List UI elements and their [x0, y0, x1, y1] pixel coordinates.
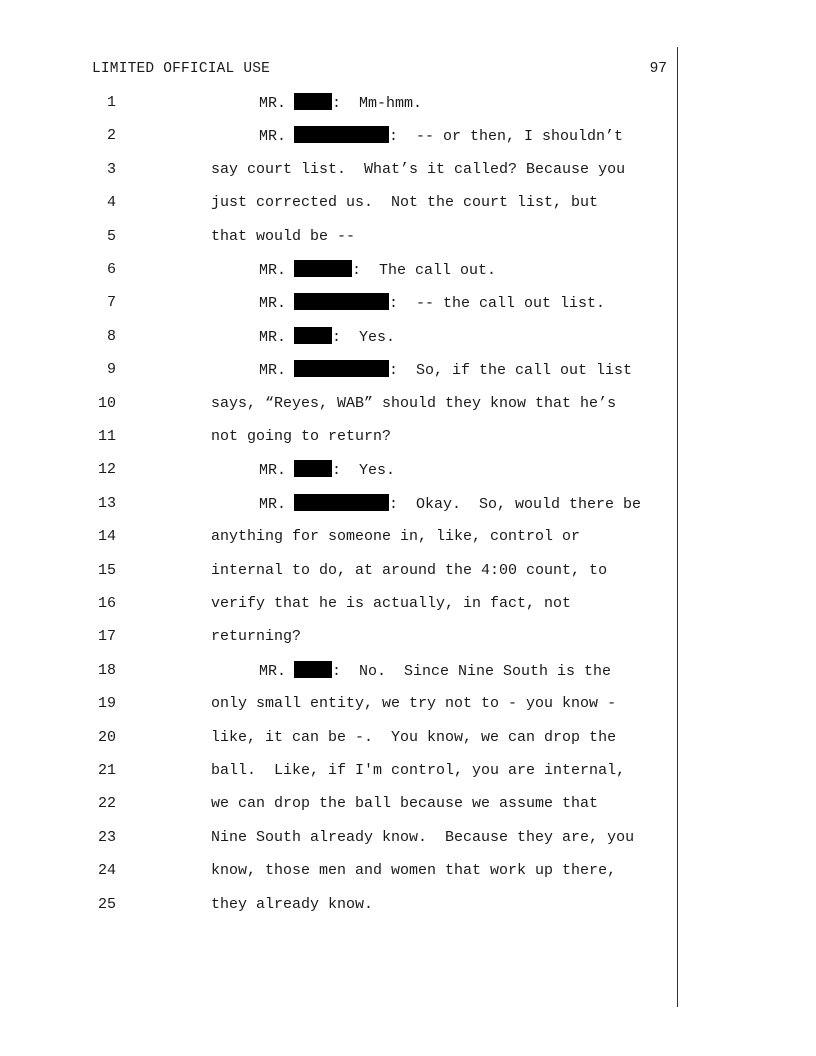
transcript-line: [0, 494, 816, 514]
line-number: 1: [106, 94, 116, 111]
transcript-line: [0, 527, 816, 547]
redaction-box: [294, 93, 332, 110]
transcript-line: [0, 460, 816, 480]
line-number: 15: [97, 562, 116, 579]
transcript-line: [0, 260, 816, 280]
line-number: 20: [97, 729, 116, 746]
speaker-line: [259, 260, 496, 281]
transcript-line: [0, 561, 816, 581]
spoken-text: : The call out.: [352, 262, 497, 279]
line-text: [211, 728, 616, 748]
line-number: 18: [97, 662, 116, 679]
speaker-line: [259, 661, 611, 682]
speaker-title: MR.: [259, 362, 287, 379]
transcript-line: [0, 661, 816, 681]
line-number: 9: [106, 361, 116, 378]
line-number: 10: [97, 395, 116, 412]
transcript-line: [0, 627, 816, 647]
transcript-line: [0, 126, 816, 146]
transcript-line: [0, 694, 816, 714]
line-text: [211, 828, 634, 848]
line-number: 12: [97, 461, 116, 478]
line-number: 3: [106, 161, 116, 178]
spoken-text: say court list. What’s it called? Because you: [211, 161, 626, 178]
line-text: [211, 227, 355, 247]
line-number: 2: [106, 127, 116, 144]
transcript-line: [0, 293, 816, 313]
spoken-text: they already know.: [211, 896, 374, 913]
redaction-box: [294, 327, 332, 344]
line-number: 16: [97, 595, 116, 612]
line-text: [211, 861, 616, 881]
spoken-text: verify that he is actually, in fact, not: [211, 595, 572, 612]
line-text: [211, 160, 625, 180]
line-text: [211, 561, 607, 581]
speaker-line: [259, 93, 422, 114]
speaker-title: MR.: [259, 329, 287, 346]
line-text: [211, 427, 391, 447]
line-number: 23: [97, 829, 116, 846]
spoken-text: : Yes.: [332, 462, 396, 479]
transcript-line: [0, 828, 816, 848]
spoken-text: returning?: [211, 628, 302, 645]
redaction-box: [294, 126, 389, 143]
speaker-title: MR.: [259, 295, 287, 312]
line-text: [211, 627, 301, 647]
speaker-title: MR.: [259, 95, 287, 112]
speaker-line: [259, 494, 641, 515]
redaction-box: [294, 661, 332, 678]
speaker-title: MR.: [259, 262, 287, 279]
line-number: 8: [106, 328, 116, 345]
speaker-line: [259, 327, 395, 348]
spoken-text: : -- or then, I shouldn’t: [389, 128, 624, 145]
spoken-text: internal to do, at around the 4:00 count, to: [211, 562, 608, 579]
transcript-line: [0, 394, 816, 414]
line-text: [211, 694, 616, 714]
spoken-text: : No. Since Nine South is the: [332, 663, 612, 680]
line-number: 7: [106, 294, 116, 311]
line-number: 17: [97, 628, 116, 645]
transcript-line: [0, 761, 816, 781]
redaction-box: [294, 460, 332, 477]
line-text: [211, 394, 616, 414]
line-number: 21: [97, 762, 116, 779]
spoken-text: like, it can be -. You know, we can drop the: [211, 729, 617, 746]
transcript-line: [0, 895, 816, 915]
redaction-box: [294, 260, 352, 277]
line-text: [211, 527, 580, 547]
transcript-line: [0, 93, 816, 113]
spoken-text: anything for someone in, like, control or: [211, 528, 581, 545]
classification-header: LIMITED OFFICIAL USE: [92, 61, 271, 77]
spoken-text: that would be --: [211, 228, 356, 245]
spoken-text: not going to return?: [211, 428, 392, 445]
line-number: 5: [106, 228, 116, 245]
line-text: [211, 895, 373, 915]
speaker-title: MR.: [259, 496, 287, 513]
transcript-line: [0, 360, 816, 380]
redaction-box: [294, 360, 389, 377]
line-number: 6: [106, 261, 116, 278]
spoken-text: says, “Reyes, WAB” should they know that he’s: [211, 395, 617, 412]
speaker-title: MR.: [259, 462, 287, 479]
line-text: [211, 794, 598, 814]
transcript-line: [0, 160, 816, 180]
speaker-line: [259, 360, 632, 381]
spoken-text: we can drop the ball because we assume that: [211, 795, 599, 812]
line-number: 24: [97, 862, 116, 879]
line-number: 11: [97, 428, 116, 445]
spoken-text: Nine South already know. Because they are, you: [211, 829, 635, 846]
spoken-text: ball. Like, if I'm control, you are internal,: [211, 762, 626, 779]
line-text: [211, 193, 598, 213]
spoken-text: : Mm-hmm.: [332, 95, 423, 112]
spoken-text: only small entity, we try not to - you know -: [211, 695, 617, 712]
speaker-title: MR.: [259, 663, 287, 680]
transcript-line: [0, 193, 816, 213]
speaker-line: [259, 293, 605, 314]
speaker-title: MR.: [259, 128, 287, 145]
line-number: 25: [97, 896, 116, 913]
page-number: 97: [649, 61, 667, 77]
transcript-line: [0, 728, 816, 748]
line-number: 22: [97, 795, 116, 812]
transcript-line: [0, 227, 816, 247]
line-number: 19: [97, 695, 116, 712]
spoken-text: : Okay. So, would there be: [389, 496, 642, 513]
transcript-line: [0, 861, 816, 881]
spoken-text: know, those men and women that work up there,: [211, 862, 617, 879]
line-text: [211, 594, 571, 614]
line-number: 14: [97, 528, 116, 545]
transcript-line: [0, 594, 816, 614]
transcript-line: [0, 427, 816, 447]
line-number: 13: [97, 495, 116, 512]
speaker-line: [259, 460, 395, 481]
redaction-box: [294, 494, 389, 511]
spoken-text: : -- the call out list.: [389, 295, 606, 312]
line-text: [211, 761, 625, 781]
spoken-text: just corrected us. Not the court list, but: [211, 194, 599, 211]
line-number: 4: [106, 194, 116, 211]
speaker-line: [259, 126, 623, 147]
spoken-text: : Yes.: [332, 329, 396, 346]
transcript-line: [0, 327, 816, 347]
redaction-box: [294, 293, 389, 310]
transcript-line: [0, 794, 816, 814]
spoken-text: : So, if the call out list: [389, 362, 633, 379]
